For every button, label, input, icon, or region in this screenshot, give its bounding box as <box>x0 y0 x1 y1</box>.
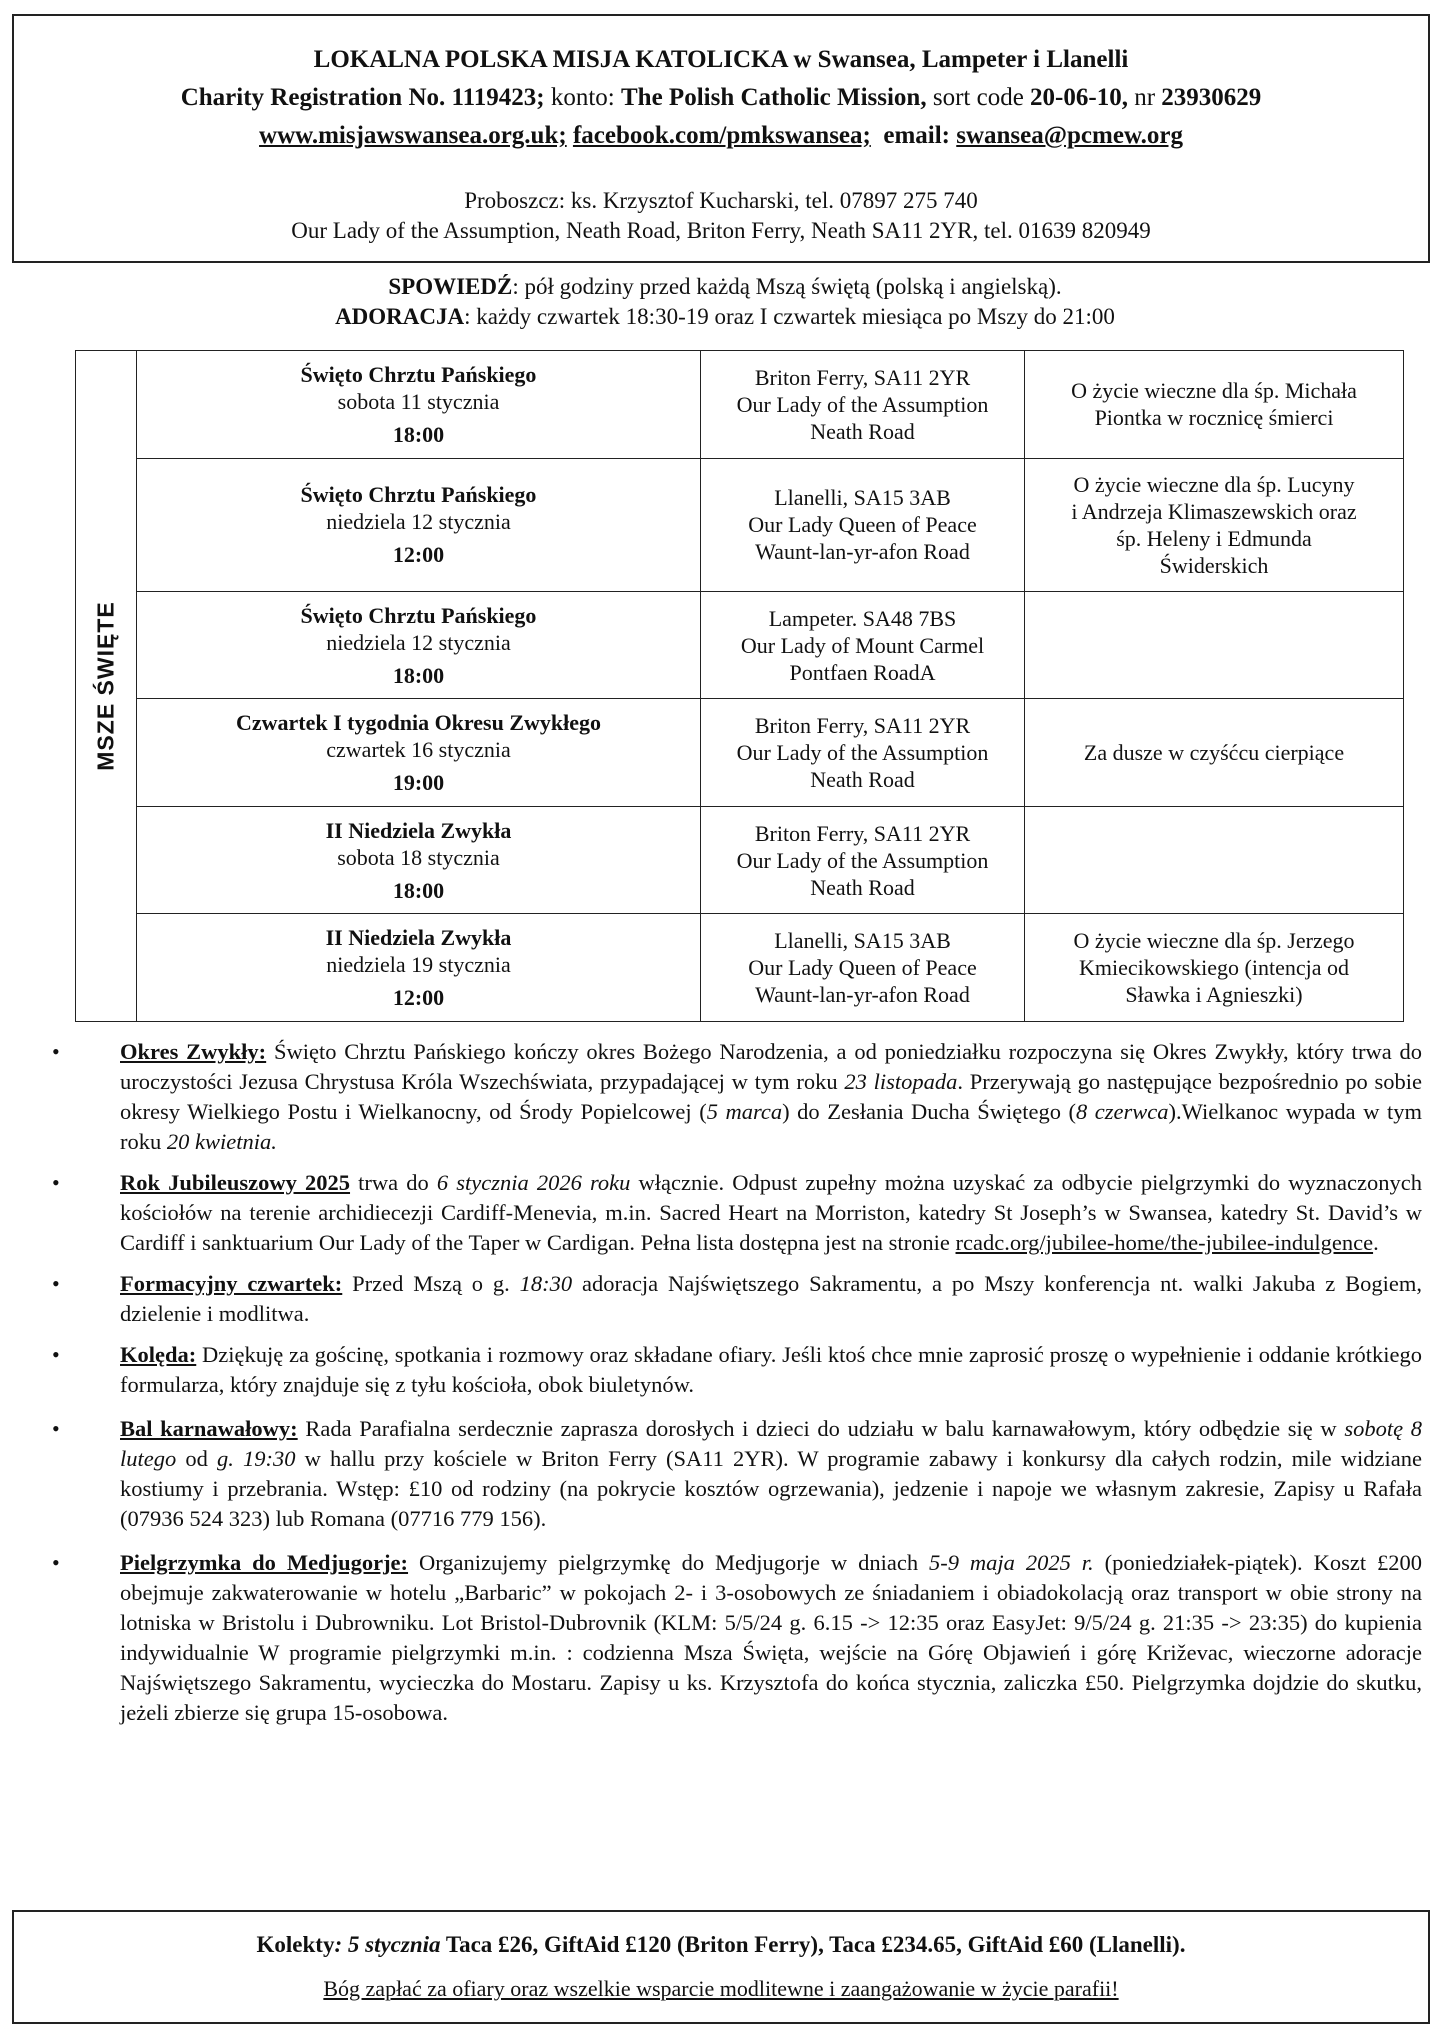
mass-location-cell <box>701 591 1025 699</box>
bullet-icon: • <box>52 1039 60 1064</box>
thanks-line: Bóg zapłać za ofiary oraz wszelkie wsparcie modlitewne i zaangażowanie w życie parafii! <box>323 1976 1119 2001</box>
confession-label: SPOWIEDŹ <box>388 274 513 299</box>
announcement-pilgrimage <box>40 1548 1422 1728</box>
mass-occasion-cell <box>137 699 701 807</box>
bullet-icon: • <box>52 1550 60 1575</box>
konto-label: konto: <box>550 84 615 111</box>
mass-date: niedziela 19 stycznia <box>326 952 511 978</box>
location-church: Our Lady of Mount Carmel <box>740 632 985 658</box>
location-road: Pontfaen RoadA <box>789 659 936 685</box>
announcement-date: 23 listopada <box>844 1069 958 1094</box>
mass-name: Czwartek I tygodnia Okresu Zwykłego <box>235 710 602 736</box>
announcement-ordinary-time <box>40 1037 1422 1157</box>
announcement-date: sobotę 8 lutego <box>120 1416 1422 1471</box>
mass-name: II Niedziela Zwykła <box>325 925 512 951</box>
bullet-icon: • <box>52 1416 60 1441</box>
account-number: 23930629 <box>1161 84 1262 111</box>
footer-box <box>12 1910 1430 2024</box>
announcement-text: ) do Zesłania Ducha Świętego ( <box>782 1099 1076 1124</box>
mass-date: sobota 18 stycznia <box>337 844 500 870</box>
intention-line: O życie wieczne dla śp. Michała <box>1071 378 1357 404</box>
mission-title: LOKALNA POLSKA MISJA KATOLICKA w Swansea, Lampeter i Llanelli <box>313 46 1129 73</box>
mass-occasion-cell <box>137 806 701 914</box>
facebook-link[interactable]: facebook.com/pmkswansea; <box>572 122 871 149</box>
announcement-text: Przed Mszą o g. <box>342 1271 520 1296</box>
sort-code: 20-06-10, <box>1030 84 1128 111</box>
announcement-date: 20 kwietnia. <box>166 1129 277 1154</box>
location-town: Lampeter. SA48 7BS <box>768 605 957 631</box>
header-box <box>12 14 1430 263</box>
mass-occasion-cell <box>137 351 701 459</box>
adoration-text: : każdy czwartek 18:30-19 oraz I czwartek miesiąca po Mszy do 21:00 <box>464 304 1115 329</box>
mass-row <box>76 351 1404 459</box>
website-link[interactable]: www.misjawswansea.org.uk; <box>259 122 567 149</box>
announcement-date: 5-9 maja 2025 r. <box>929 1550 1094 1575</box>
collections-date: : 5 stycznia <box>334 1932 441 1957</box>
mass-schedule-table <box>75 350 1404 1022</box>
intention-line: Świderskich <box>1159 552 1269 578</box>
location-town: Llanelli, SA15 3AB <box>774 485 951 511</box>
mass-intention-cell <box>1025 699 1404 807</box>
announcement-text: Rada Parafialna serdecznie zaprasza dorosłych i dzieci do udziału w balu karnawałowym, który odbędzie się w <box>297 1416 1345 1441</box>
adoration-label: ADORACJA <box>335 304 465 329</box>
mass-intention-cell <box>1025 458 1404 591</box>
mass-time: 18:00 <box>392 877 445 903</box>
announcement-text: w hallu przy kościele w Briton Ferry (SA11 2YR). W programie zabawy i konkursy dla całych rodzin, mile widziane kostiumy i przebrania. Wstęp: £10 od rodziny (na pokrycie kosztów ogrzewania), jedzenie i napoje we własnym zakresie, Zapisy u Rafała (07936 524 323) lub Romana (07716 779 156). <box>120 1446 1422 1531</box>
account-number-label: nr <box>1134 84 1156 111</box>
charity-line <box>14 84 1428 112</box>
announcement-date: 6 stycznia 2026 roku <box>436 1170 631 1195</box>
announcement-heading: Okres Zwykły: <box>120 1039 267 1064</box>
jubilee-link[interactable]: rcadc.org/jubilee-home/the-jubilee-indulgence <box>955 1230 1374 1255</box>
mass-time: 18:00 <box>392 421 445 447</box>
bullet-icon: • <box>52 1170 60 1195</box>
announcement-text: Dziękuję za gościnę, spotkania i rozmowy oraz składane ofiary. Jeśli ktoś chce mnie zaprosić proszę o wypełnienie i oddanie krótkiego formularza, który znajduje się z tyłu kościoła, obok biuletynów. <box>120 1342 1422 1397</box>
confession-text: : pół godziny przed każdą Mszą świętą (polską i angielską). <box>512 274 1062 299</box>
charity-registration: Charity Registration No. 1119423; <box>180 84 545 111</box>
announcement-text: ).Wielkanoc wypada w tym roku <box>120 1099 1422 1154</box>
mass-occasion-cell <box>137 458 701 591</box>
mass-time: 19:00 <box>392 770 445 796</box>
announcement-time: 18:30 <box>519 1271 573 1296</box>
announcement-heading: Pielgrzymka do Medjugorje: <box>120 1550 409 1575</box>
mass-row <box>76 591 1404 699</box>
email-label: email: <box>883 122 950 149</box>
side-label-cell <box>76 351 137 1022</box>
mass-time: 12:00 <box>392 542 445 568</box>
sort-code-label: sort code <box>932 84 1024 111</box>
mass-date: czwartek 16 stycznia <box>326 737 511 763</box>
location-town: Briton Ferry, SA11 2YR <box>754 364 971 390</box>
intention-line: O życie wieczne dla śp. Lucyny <box>1073 471 1355 497</box>
announcement-text: włącznie. Odpust zupełny można uzyskać za odbycie pielgrzymki do wyznaczonych kościołów na terenie archidiecezji Cardiff-Menevia, m.in. Sacred Heart na Morriston, katedry St Joseph’s w Swansea, katedry St. David’s w Cardiff i sanktuarium Our Lady of the Taper w Cardigan. Pełna lista dostępna jest na stronie <box>120 1170 1422 1255</box>
mass-time: 18:00 <box>392 662 445 688</box>
intention-line: Sławka i Agnieszki) <box>1125 982 1303 1008</box>
intention-line: O życie wieczne dla śp. Jerzego <box>1073 928 1355 954</box>
intention-line: Za dusze w czyśćcu cierpiące <box>1083 740 1345 766</box>
mass-intention-cell <box>1025 914 1404 1022</box>
announcement-date: 8 czerwca <box>1075 1099 1169 1124</box>
announcement-text: od <box>176 1446 218 1471</box>
announcement-text: . Przerywają go następujące bezpośrednio po sobie okresy Wielkiego Postu i Wielkanocny, od Środy Popielcowej ( <box>120 1069 1422 1124</box>
mass-row <box>76 458 1404 591</box>
location-church: Our Lady of the Assumption <box>736 847 989 873</box>
mass-name: II Niedziela Zwykła <box>325 817 512 843</box>
intention-line: Piontka w rocznicę śmierci <box>1094 405 1334 431</box>
announcement-text: Organizujemy pielgrzymkę do Medjugorje w dniach <box>408 1550 930 1575</box>
announcement-heading: Formacyjny czwartek: <box>120 1271 343 1296</box>
mass-location-cell <box>701 914 1025 1022</box>
location-town: Llanelli, SA15 3AB <box>774 928 951 954</box>
priest-line: Proboszcz: ks. Krzysztof Kucharski, tel. 07897 275 740 <box>464 188 978 213</box>
church-address: Our Lady of the Assumption, Neath Road, Briton Ferry, Neath SA11 2YR, tel. 01639 820949 <box>291 218 1151 243</box>
announcement-heading: Kolęda: <box>120 1342 197 1367</box>
announcement-text: (poniedziałek-piątek). Koszt £200 obejmuje zakwaterowanie w hotelu „Barbaric” w pokojach 2- i 3-osobowych ze śniadaniem i obiadokolacją oraz transport w obie strony na lotniska w Bristolu i Dubrowniku. Lot Bristol-Dubrovnik (KLM: 5/5/24 g. 6.15 -> 12:35 oraz EasyJet: 9/5/24 g. 21:35 -> 23:35) do kupienia indywidualnie W programie pielgrzymki m.in. : codzienna Msza Święta, wejście na Górę Objawień i górę Križevac, wieczorne adoracje Najświętszego Sakramentu, wycieczka do Mostaru. Zapisy u ks. Krzysztofa do końca stycznia, zaliczka £50. Pielgrzymka dojdzie do skutku, jeżeli zbierze się grupa 15-osobowa. <box>120 1550 1422 1725</box>
announcement-text: Święto Chrztu Pańskiego kończy okres Bożego Narodzenia, a od poniedziałku rozpoczyna się Okres Zwykły, który trwa do uroczystości Jezusa Chrystusa Króla Wszechświata, przypadającej w tym roku <box>120 1039 1422 1094</box>
location-church: Our Lady Queen of Peace <box>748 512 977 538</box>
mass-intention-cell <box>1025 351 1404 459</box>
location-road: Neath Road <box>810 767 915 793</box>
collections-amounts: Taca £26, GiftAid £120 (Briton Ferry), Taca £234.65, GiftAid £60 (Llanelli). <box>440 1932 1186 1957</box>
mass-time: 12:00 <box>392 985 445 1011</box>
mass-location-cell <box>701 458 1025 591</box>
location-church: Our Lady of the Assumption <box>736 740 989 766</box>
announcement-formation-thursday <box>40 1269 1422 1329</box>
mass-row <box>76 806 1404 914</box>
location-church: Our Lady of the Assumption <box>736 391 989 417</box>
location-town: Briton Ferry, SA11 2YR <box>754 713 971 739</box>
collections-label: Kolekty <box>256 1932 335 1957</box>
bullet-icon: • <box>52 1342 60 1367</box>
mass-name: Święto Chrztu Pańskiego <box>300 602 537 628</box>
intention-line: śp. Heleny i Edmunda <box>1116 525 1312 551</box>
location-road: Neath Road <box>810 418 915 444</box>
announcement-text: . <box>1373 1230 1379 1255</box>
adoration-info <box>0 304 1450 330</box>
location-road: Waunt-lan-yr-afon Road <box>755 539 970 565</box>
announcement-time: g. 19:30 <box>217 1446 296 1471</box>
location-road: Neath Road <box>810 874 915 900</box>
announcement-heading: Rok Jubileuszowy 2025 <box>120 1170 351 1195</box>
email-link[interactable]: swansea@pcmew.org <box>956 122 1183 149</box>
mass-occasion-cell <box>137 591 701 699</box>
announcement-koleda <box>40 1340 1422 1400</box>
mass-row <box>76 914 1404 1022</box>
mass-date: niedziela 12 stycznia <box>326 509 511 535</box>
mass-intention-cell <box>1025 591 1404 699</box>
bullet-icon: • <box>52 1271 60 1296</box>
announcement-text: adoracja Najświętszego Sakramentu, a po Mszy konferencja nt. walki Jakuba z Bogiem, dzielenie i modlitwa. <box>120 1271 1422 1326</box>
mass-name: Święto Chrztu Pańskiego <box>300 482 537 508</box>
intention-line: i Andrzeja Klimaszewskich oraz <box>1071 498 1357 524</box>
mass-location-cell <box>701 351 1025 459</box>
mass-date: niedziela 12 stycznia <box>326 629 511 655</box>
location-road: Waunt-lan-yr-afon Road <box>755 982 970 1008</box>
announcement-heading: Bal karnawałowy: <box>120 1416 298 1441</box>
account-name: The Polish Catholic Mission, <box>621 84 927 111</box>
location-town: Briton Ferry, SA11 2YR <box>754 820 971 846</box>
announcement-date: 5 marca <box>706 1099 783 1124</box>
contact-line <box>14 122 1428 150</box>
side-label: MSZE ŚWIĘTE <box>92 601 119 771</box>
confession-info <box>0 274 1450 300</box>
announcement-jubilee-year <box>40 1168 1422 1258</box>
mass-name: Święto Chrztu Pańskiego <box>300 361 537 387</box>
mass-row <box>76 699 1404 807</box>
announcement-text: trwa do <box>350 1170 437 1195</box>
intention-line: Kmiecikowskiego (intencja od <box>1078 955 1350 981</box>
mass-occasion-cell <box>137 914 701 1022</box>
mass-intention-cell <box>1025 806 1404 914</box>
mass-location-cell <box>701 806 1025 914</box>
mass-location-cell <box>701 699 1025 807</box>
announcements-list <box>40 1037 1422 1728</box>
announcement-carnival-ball <box>40 1414 1422 1534</box>
collections-line <box>14 1932 1428 1958</box>
location-church: Our Lady Queen of Peace <box>748 955 977 981</box>
mass-date: sobota 11 stycznia <box>337 388 500 414</box>
